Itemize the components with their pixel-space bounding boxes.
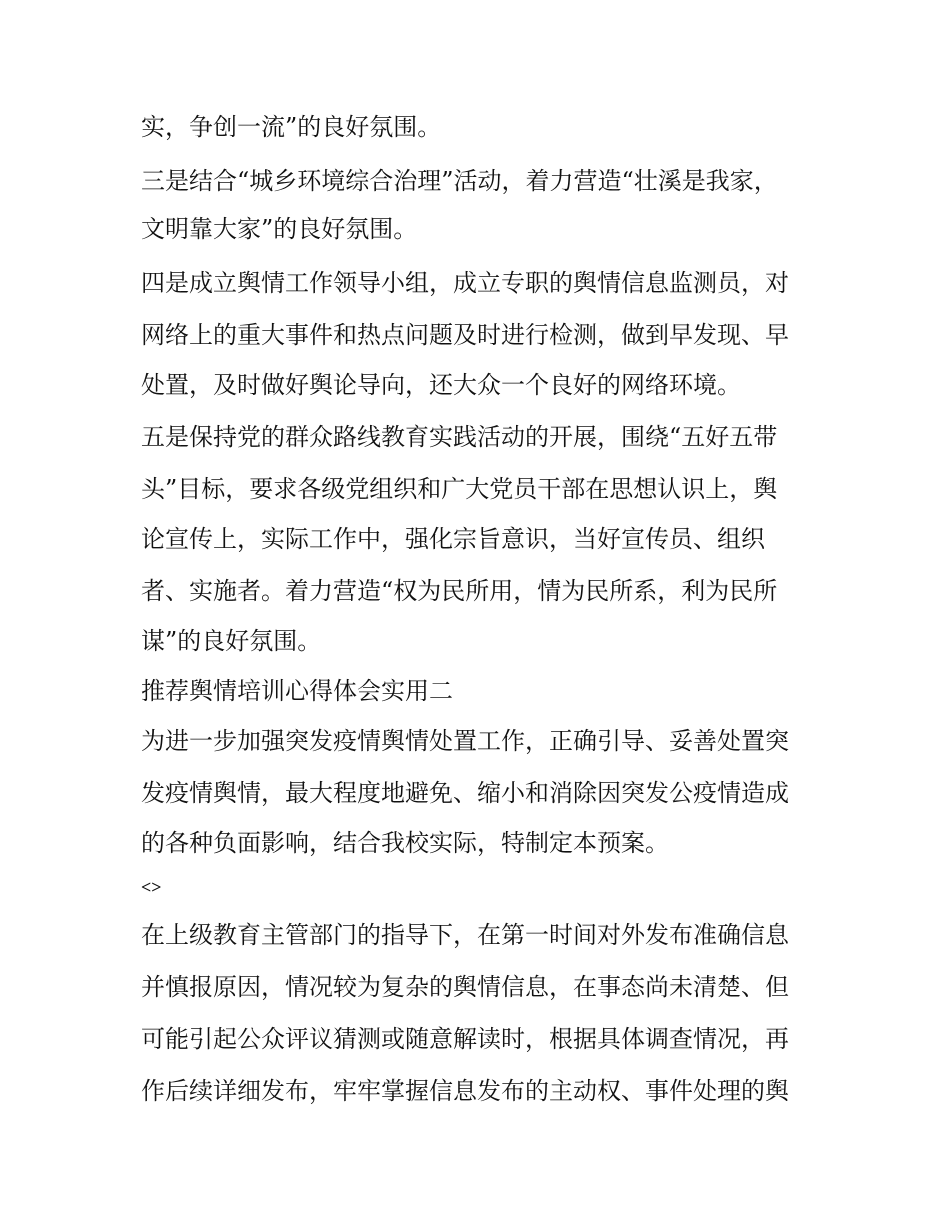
text-line: 四是成立舆情工作领导小组，成立专职的舆情信息监测员，对 [141,269,789,297]
text-line: 文明靠大家”的良好氛围。 [141,215,418,243]
text-line: 实，争创一流”的良好氛围。 [141,113,442,141]
text-line: 五是保持党的群众路线教育实践活动的开展，围绕“五好五带 [141,423,778,451]
text-line: 并慎报原因，情况较为复杂的舆情信息，在事态尚未清楚、但 [141,973,789,1001]
text-line: 头”目标，要求各级党组织和广大党员干部在思想认识上，舆 [141,475,778,503]
text-line: 在上级教育主管部门的指导下，在第一时间对外发布准确信息 [141,921,789,949]
text-line: 三是结合“城乡环境综合治理”活动，着力营造“壮溪是我家， [141,167,778,195]
text-line: 的各种负面影响，结合我校实际，特制定本预案。 [141,829,669,857]
text-line: 为进一步加强突发疫情舆情处置工作，正确引导、妥善处置突 [141,727,789,755]
text-line: 发疫情舆情，最大程度地避免、缩小和消除因突发公疫情造成 [141,779,789,807]
text-line: 处置，及时做好舆论导向，还大众一个良好的网络环境。 [141,371,741,399]
section-heading: 推荐舆情培训心得体会实用二 [141,677,453,705]
text-line: 网络上的重大事件和热点问题及时进行检测，做到早发现、早 [141,321,789,349]
text-line: 论宣传上，实际工作中，强化宗旨意识，当好宣传员、组织 [141,525,765,553]
text-line: 作后续详细发布，牢牢掌握信息发布的主动权、事件处理的舆 [141,1077,789,1105]
text-line: 可能引起公众评议猜测或随意解读时，根据具体调查情况，再 [141,1025,789,1053]
bracket-marker: <> [141,877,162,897]
text-line: 谋”的良好氛围。 [141,627,322,655]
text-line: 者、实施者。着力营造“权为民所用，情为民所系，利为民所 [141,577,778,605]
